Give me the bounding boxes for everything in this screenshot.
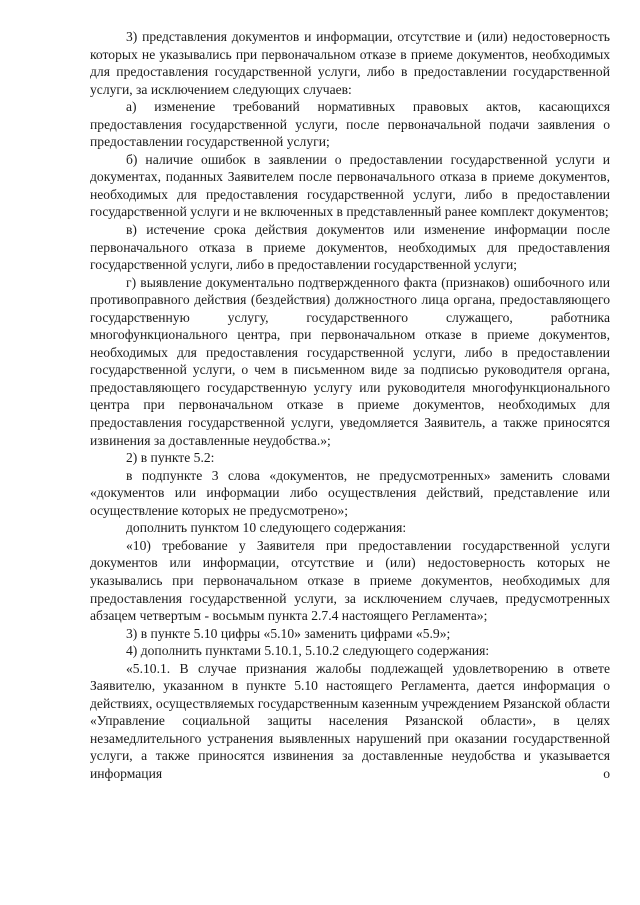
paragraph-point-2: 2) в пункте 5.2: [126,450,215,466]
paragraph-5-10-1: «5.10.1. В случае признания жалобы подлежащей удовлетворению в ответе Заявителю, указанном в пункте 5.10 настоящего Регламента, дается информация о действиях, осуществляемых государственным казенным учреждением Рязанской области «Управление социальной защиты населения Рязанской области», в целях незамедлительного устранения выявленных нарушений при оказании государственной услуги, а также приносятся извинения за доставленные неудобства и указывается информация о [90,660,610,781]
paragraph-point-10-text: «10) требование у Заявителя при предоставлении государственной услуги документов или информации, отсутствие и (или) недостоверность которых не указывались при первоначальном отказе в приеме документов, необходимых для предоставления государственной услуги, за исключением случаев, предусмотренных абзацем четвертым - восьмым пункта 2.7.4 настоящего Регламента»; [90,537,610,624]
paragraph-subitem-a: а) изменение требований нормативных правовых актов, касающихся предоставления государственной услуги, после первоначальной подачи заявления о предоставлении государственной услуги; [90,99,610,150]
paragraph-subitem-v: в) истечение срока действия документов или изменение информации после первоначального отказа в приеме документов, необходимых для предоставления государственной услуги, либо в предоставлении государственной услуги; [90,222,610,273]
paragraph-subpoint-3-change: в подпункте 3 слова «документов, не предусмотренных» заменить словами «документов или информации либо осуществления действий, представление или осуществление которых не предусмотрено»; [90,467,610,518]
paragraph-point-4: 4) дополнить пунктами 5.10.1, 5.10.2 следующего содержания: [126,643,490,659]
paragraph-add-point-10: дополнить пунктом 10 следующего содержания: [126,520,407,536]
paragraph-subitem-g: г) выявление документально подтвержденного факта (признаков) ошибочного или противоправного действия (бездействия) должностного лица органа, предоставляющего государственную услугу, государственного служащего, работника многофункционального центра, при первоначальном отказе в приеме документов, необходимых для предоставления государственной услуги, либо в предоставлении государственной услуги, о чем в письменном виде за подписью руководителя органа, предоставляющего государственную услугу или руководителя многофункционального центра при первоначальном отказе в приеме документов, необходимых для предоставления государственной услуги, уведомляется Заявитель, а также приносятся извинения за доставленные неудобства.»; [90,274,610,448]
paragraph-subitem-b: б) наличие ошибок в заявлении о предоставлении государственной услуги и документах, поданных Заявителем после первоначального отказа в приеме документов, необходимых для предоставления государственной услуги, либо в предоставлении государственной услуги и не включенных в представленный ранее комплект документов; [90,151,610,220]
paragraph-point-3: 3) в пункте 5.10 цифры «5.10» заменить цифрами «5.9»; [126,625,451,641]
paragraph-item-3: 3) представления документов и информации, отсутствие и (или) недостоверность которых не указывались при первоначальном отказе в приеме документов, необходимых для предоставления государственной услуги, либо в предоставлении государственной услуги, за исключением следующих случаев: [90,29,610,97]
document-body [90,28,610,783]
